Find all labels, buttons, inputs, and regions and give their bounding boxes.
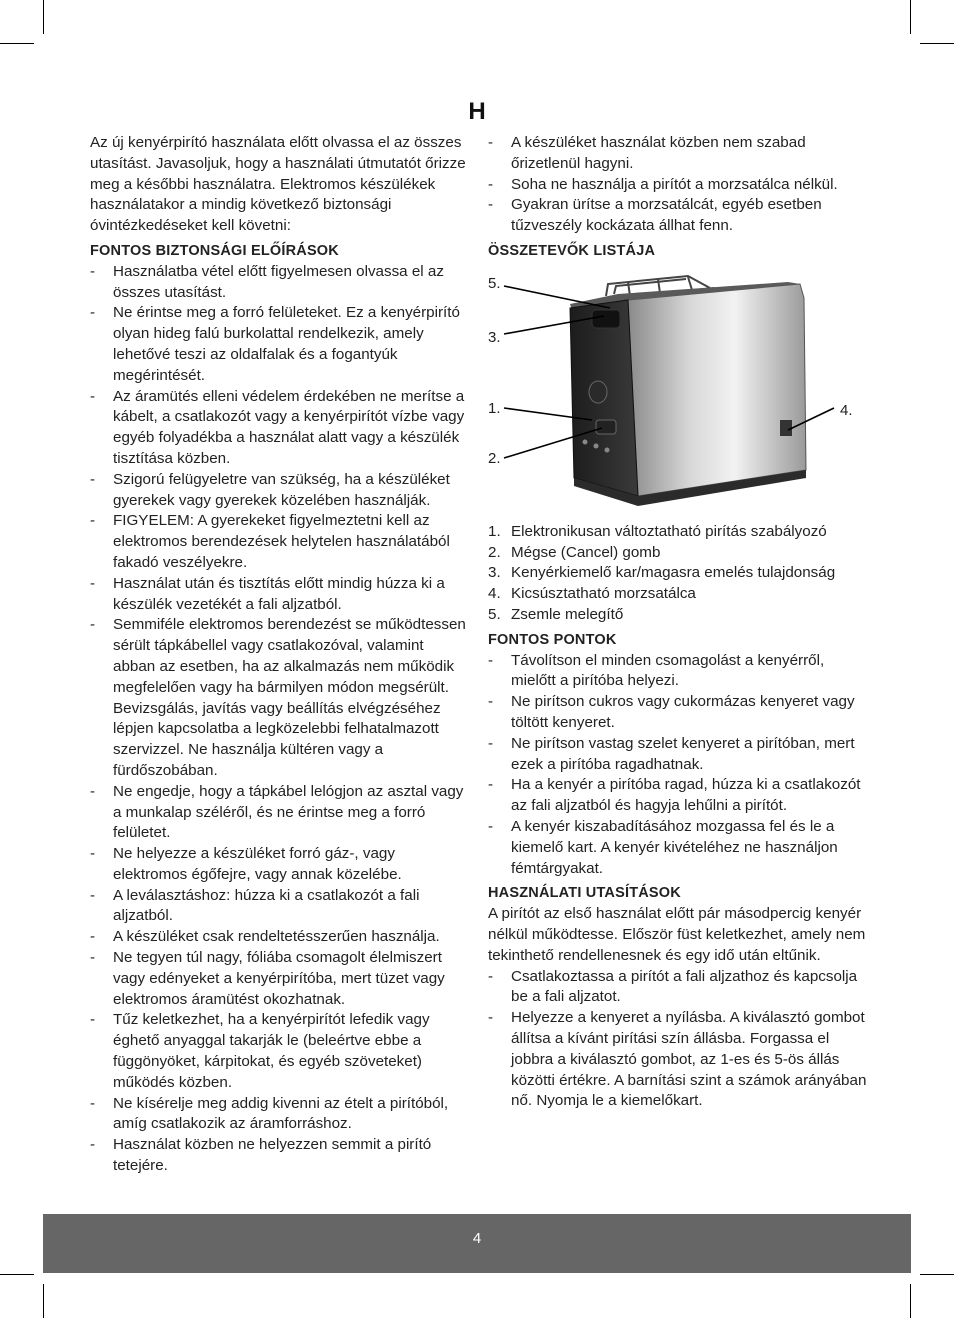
list-item: - Helyezze a kenyeret a nyílásba. A kiválasztó gombot állítsa a kívánt pirítási szín állásba. Forgassa el jobbra a kiválasztó gombot, az 1-es és 5-ös állás közötti értékre. A barnítási szint a számok arányában nő. Nyomja le a kiemelőkart. [488, 1009, 867, 1110]
list-item: 3. Kenyérkiemelő kar/magasra emelés tulajdonság [488, 564, 836, 582]
usage-list [488, 967, 868, 1113]
list-item: - Szigorú felügyeletre van szükség, ha a készüléket gyerekek vagy gyerekek közelében használják. [90, 470, 450, 509]
list-item: - Ne kísérelje meg addig kivenni az ételt a pirítóból, amíg csatlakozik az áramforráshoz. [90, 1094, 449, 1133]
callout-1: 1. [488, 399, 501, 417]
list-item: - Távolítson el minden csomagolást a kenyérről, mielőtt a pirítóba helyezi. [488, 651, 825, 690]
callout-2: 2. [488, 449, 501, 467]
toaster-body [628, 284, 806, 496]
crop-mark [43, 1284, 44, 1318]
list-item: - Soha ne használja a pirítót a morzsatálca nélkül. [488, 175, 838, 193]
safety-list [90, 262, 466, 1177]
parts-list [488, 522, 868, 626]
safety-heading: FONTOS BIZTONSÁGI ELŐÍRÁSOK [90, 242, 339, 259]
language-letter: H [468, 98, 486, 125]
usage-heading: HASZNÁLATI UTASÍTÁSOK [488, 885, 681, 902]
list-item: - Ha a kenyér a pirítóba ragad, húzza ki a csatlakozót az fali aljzatból és hagyja lehűlni a pirítót. [488, 776, 861, 815]
list-item: 4. Kicsúsztatható morzsatálca [488, 585, 696, 603]
list-item: - A készüléket csak rendeltetésszerűen használja. [90, 928, 440, 946]
intro-paragraph: Az új kenyérpirító használata előtt olvassa el az összes utasítást. Javasoljuk, hogy a használati útmutatót őrizze meg a későbbi használatra. Elektromos készülékek használatakor a mindig következő biztonsági óvintézkedéseket kell követni: [90, 134, 466, 235]
crumb-tray-icon [780, 420, 792, 436]
list-item: - A leválasztáshoz: húzza ki a csatlakozót a fali aljzatból. [90, 886, 420, 925]
usage-intro: A pirítót az első használat előtt pár másodpercig kenyér nélkül működtesse. Először füst keletkezhet, amely nem tekinthető rendellenesnek és egy idő után eltűnik. [488, 905, 866, 964]
callout-5: 5. [488, 274, 501, 292]
crop-mark [910, 1284, 911, 1318]
callout-4: 4. [840, 401, 853, 419]
list-item: - FIGYELEM: A gyerekeket figyelmeztetni kell az elektromos berendezések helytelen használatából fakadó veszélyekre. [90, 512, 450, 571]
page-footer [43, 1214, 911, 1273]
parts-heading: ÖSSZETEVŐK LISTÁJA [488, 242, 656, 259]
list-item: 5. Zsemle melegítő [488, 605, 624, 623]
list-item: - Csatlakoztassa a pirítót a fali aljzathoz és kapcsolja be a fali aljzatot. [488, 967, 858, 1006]
points-list [488, 651, 868, 880]
page-number: 4 [472, 1230, 482, 1247]
list-item: 1. Elektronikusan változtatható pirítás szabályozó [488, 522, 827, 540]
list-item: - A készüléket használat közben nem szabad őrizetlenül hagyni. [488, 134, 806, 172]
list-item: - Ne helyezze a készüléket forró gáz-, vagy elektromos égőfejre, vagy annak közelébe. [90, 845, 402, 883]
list-item: 2. Mégse (Cancel) gomb [488, 543, 661, 561]
list-item: - A kenyér kiszabadításához mozgassa fel és le a kiemelő kart. A kenyér kivételéhez ne használjon fémtárgyakat. [488, 817, 838, 877]
list-item: - Tűz keletkezhet, ha a kenyérpirítót lefedik vagy éghető anyaggal takarják le (beleértve ebbe a függönyöket, kárpitokat, és egyéb szöveteket) működés közben. [90, 1011, 430, 1091]
right-column [488, 133, 868, 1112]
left-column [90, 133, 466, 1177]
list-item: - Használat közben ne helyezzen semmit a pirító tetejére. [90, 1136, 432, 1175]
list-item: - Ne pirítson vastag szelet kenyeret a pirítóban, mert ezek a pirítóba ragadhatnak. [488, 734, 855, 773]
safety-list-continued [488, 133, 868, 237]
crop-mark [43, 0, 44, 34]
list-item: - Semmiféle elektromos berendezést se működtessen sérült tápkábellel vagy csatlakozóval, valamint abban az esetben, ha az alkalmazás nem működik megfelelően vagy ha bármilyen módon megsérült. Bevizsgálás, javítás vagy beállítás elvégzéséhez lépjen kapcsolatba a legközelebbi felhatalmazott szervizzel. Ne használja kültéren vagy a fürdőszobában. [90, 616, 466, 779]
crop-mark [910, 0, 911, 34]
crop-mark [0, 1274, 34, 1275]
lever-icon [592, 310, 620, 328]
toaster-illustration [488, 270, 868, 508]
list-item: - Ne tegyen túl nagy, fóliába csomagolt élelmiszert vagy edényeket a kenyérpirítóba, mert tüzet vagy elektromos áramütést okozhatnak. [90, 949, 445, 1008]
crop-mark [920, 43, 954, 44]
list-item: - Gyakran ürítse a morzsatálcát, egyéb esetben tűzveszély kockázata állhat fenn. [488, 196, 822, 235]
list-item: - Használat után és tisztítás előtt mindig húzza ki a készülék vezetékét a fali aljzatból. [90, 574, 445, 613]
list-item: - Ne érintse meg a forró felületeket. Ez a kenyérpirító olyan hideg falú burkolattal rendelkezik, amely lehetővé teszi az oldalfalak és a fogantyúk megérintését. [90, 304, 460, 384]
crop-mark [0, 43, 34, 44]
list-item: - Ne pirítson cukros vagy cukormázas kenyeret vagy töltött kenyeret. [488, 693, 855, 731]
callout-3: 3. [488, 328, 501, 346]
list-item: - Az áramütés elleni védelem érdekében ne merítse a kábelt, a csatlakozót vagy a kenyérpirítót vízbe vagy egyéb folyadékba a használat alatt vagy a készülék tisztítása közben. [90, 387, 465, 467]
points-heading: FONTOS PONTOK [488, 631, 617, 648]
cancel-button-icon [596, 420, 616, 434]
browning-knob-icon [589, 381, 607, 403]
list-item: - Használatba vétel előtt figyelmesen olvassa el az összes utasítást. [90, 262, 444, 301]
toaster-figure [488, 270, 868, 508]
list-item: - Ne engedje, hogy a tápkábel lelógjon az asztal vagy a munkalap széléről, és ne érintse meg a forró felületet. [90, 782, 464, 842]
crop-mark [920, 1274, 954, 1275]
